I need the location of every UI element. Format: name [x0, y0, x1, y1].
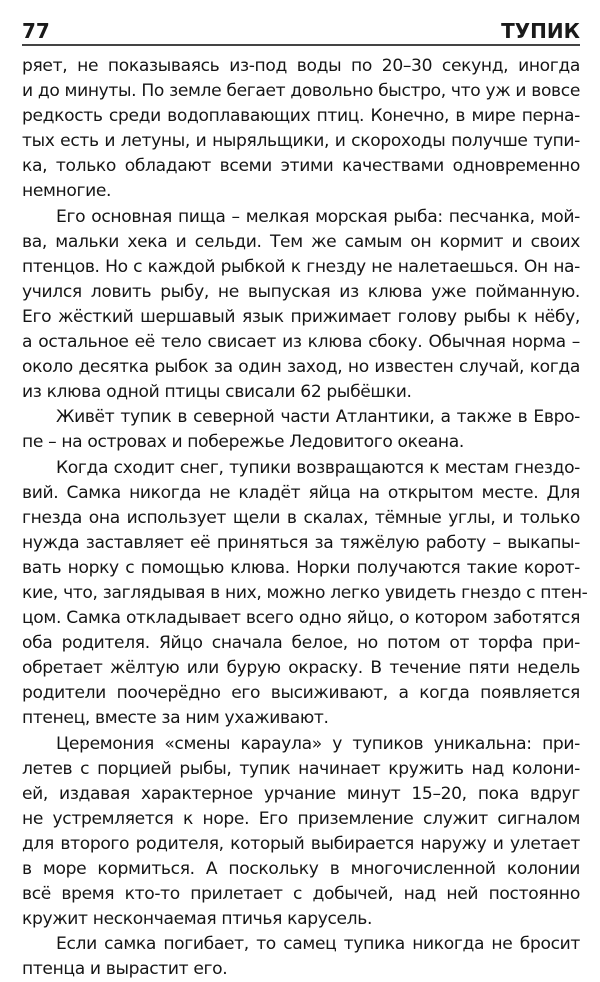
header-rule [22, 44, 580, 46]
text-line: около десятка рыбок за один заход, но известен случай, когда [22, 357, 580, 378]
text-line: ей, издавая характерное урчание минут 15–20, пока вдруг [22, 783, 580, 804]
text-line: в море кормиться. А поскольку в многочисленной колонии [22, 859, 580, 879]
text-line: немногие. [22, 181, 112, 202]
text-line: гнезда она использует щели в скалах, тёмные углы, и только [22, 507, 580, 528]
paragraph [22, 456, 588, 732]
text-line: кружит нескончаемая птичья карусель. [22, 909, 373, 930]
text-line: цом. Самка откладывает всего одно яйцо, о котором заботятся [22, 608, 580, 629]
text-line: ка, только обладают всеми этими качествами одновременно [22, 156, 580, 177]
text-line: ва, мальки хека и сельди. Тем же самым он кормит и своих [22, 231, 580, 252]
text-line: Живёт тупик в северной части Атлантики, а также в Евро- [56, 407, 580, 428]
text-line: из клюва одной птицы свисали 62 рыбёшки. [22, 382, 412, 403]
text-line: не устремляется к норе. Его приземление служит сигналом [22, 808, 580, 829]
text-line: оба родителя. Яйцо сначала белое, но потом от торфа при- [22, 633, 580, 654]
text-line: вий. Самка никогда не кладёт яйца на открытом месте. Для [22, 482, 580, 503]
text-line: и до минуты. По земле бегает довольно быстро, что уж и вовсе [22, 81, 580, 102]
text-line: для второго родителя, который выбирается наружу и улетает [22, 833, 580, 854]
text-line: Когда сходит снег, тупики возвращаются к местам гнездо- [56, 457, 580, 478]
text-line: пе – на островах и побережье Ледовитого океана. [22, 432, 464, 453]
paragraph [22, 932, 580, 982]
page-number: 77 [22, 19, 50, 43]
text-line: а остальное её тело свисает из клюва сбоку. Обычная норма – [22, 332, 580, 353]
text-line: нужда заставляет её приняться за тяжёлую работу – выкапы- [22, 532, 580, 553]
text-line: летев с порцией рыбы, тупик начинает кружить над колони- [22, 758, 580, 779]
text-line: обретает жёлтую или бурую окраску. В течение пяти недель [22, 658, 580, 679]
text-line: птенец, вместе за ним ухаживают. [22, 708, 329, 729]
text-line: учился ловить рыбу, не выпуская из клюва уже пойманную. [22, 281, 580, 302]
text-line: птенца и вырастит его. [22, 959, 228, 980]
body-text [22, 54, 588, 982]
text-line: всё время кто-то прилетает с добычей, над ней постоянно [22, 884, 580, 905]
running-title: ТУПИК [501, 19, 580, 43]
text-line: тых есть и летуны, и ныряльщики, и скороходы получше тупи- [22, 131, 580, 152]
text-line: родители поочерёдно его высиживают, а когда появляется [22, 683, 580, 704]
paragraph [22, 54, 580, 205]
text-line: ряет, не показываясь из-под воды по 20–30 секунд, иногда [22, 56, 580, 76]
text-line: Его основная пища – мелкая морская рыба: песчанка, мой- [56, 206, 580, 227]
text-line: редкость среди водоплавающих птиц. Конечно, в мире перна- [22, 106, 580, 127]
text-line: вать норку с помощью клюва. Норки получаются такие корот- [22, 557, 580, 578]
paragraph [22, 205, 580, 406]
paragraph [22, 732, 580, 933]
text-line: кие, что, заглядывая в них, можно легко увидеть гнездо с птен- [22, 582, 588, 603]
text-line: птенцов. Но с каждой рыбкой к гнезду не налетаешься. Он на- [22, 256, 580, 277]
text-line: Его жёсткий шершавый язык прижимает голову рыбы к нёбу, [22, 306, 580, 327]
text-line: Если самка погибает, то самец тупика никогда не бросит [56, 934, 580, 955]
book-page [22, 18, 588, 982]
text-line: Церемония «смены караула» у тупиков уникальна: при- [56, 733, 580, 754]
page-header [22, 18, 580, 44]
paragraph [22, 405, 580, 455]
